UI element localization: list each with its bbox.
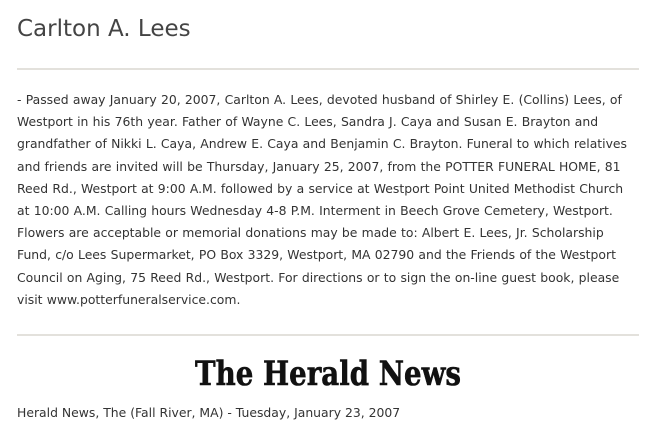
herald-news-logo-text: The Herald News — [195, 354, 461, 394]
bottom-divider — [17, 334, 639, 336]
herald-news-logo — [17, 352, 639, 398]
herald-news-logo-image — [188, 352, 468, 394]
obituary-title: Carlton A. Lees — [17, 16, 191, 42]
top-divider — [17, 68, 639, 70]
obituary-body: - Passed away January 20, 2007, Carlton A. Lees, devoted husband of Shirley E. (Collins) Lees, of Westport in his 76th year. Father of Wayne C. Lees, Sandra J. Caya and Susan E. Brayton and grandfather of Nikki L. Caya, Andrew E. Caya and Benjamin C. Brayton. Funeral to which relatives and friends are invited will be Thursday, January 25, 2007, from the POTTER FUNERAL HOME, 81 Reed Rd., Westport at 9:00 A.M. followed by a service at Westport Point United Methodist Church at 10:00 A.M. Calling hours Wednesday 4-8 P.M. Interment in Beech Grove Cemetery, Westport. Flowers are acceptable or memorial donations may be made to: Albert E. Lees, Jr. Scholarship Fund, c/o Lees Supermarket, PO Box 3329, Westport, MA 02790 and the Friends of the Westport Council on Aging, 75 Reed Rd., Westport. For directions or to sign the on-line guest book, please visit www.potterfuneralservice.com. — [17, 92, 628, 307]
source-line: Herald News, The (Fall River, MA) - Tuesday, January 23, 2007 — [17, 405, 401, 420]
